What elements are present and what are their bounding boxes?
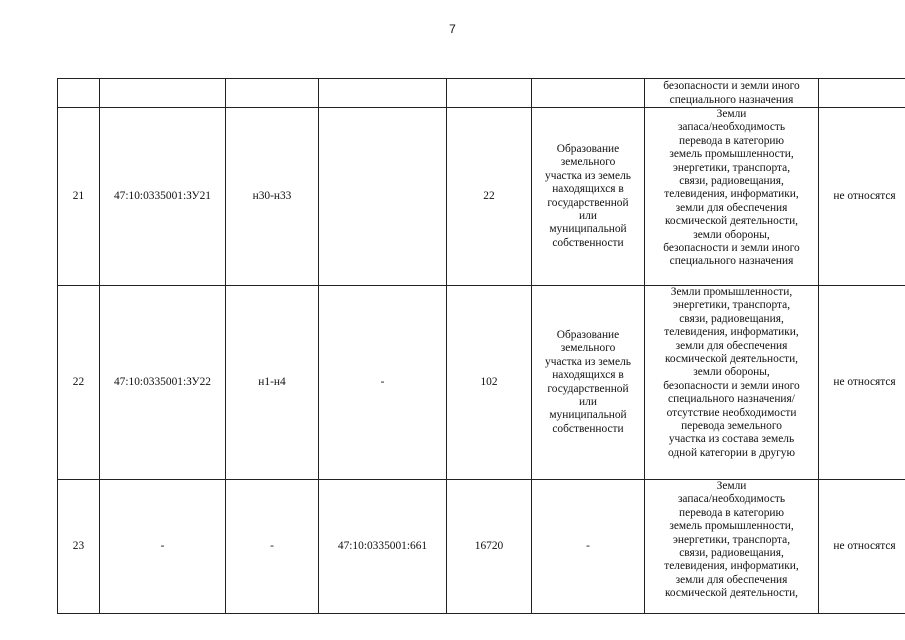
cell-formation-method: - xyxy=(532,480,645,614)
page-number: 7 xyxy=(449,22,456,36)
land-plots-table xyxy=(57,78,905,614)
cell-boundary-points: - xyxy=(226,480,319,614)
cell-number: 21 xyxy=(58,108,100,286)
table-row xyxy=(58,480,905,614)
cell-boundary-points: н1-н4 xyxy=(226,286,319,480)
cell-land-category: Земли промышленности, энергетики, транспорта, связи, радиовещания, телевидения, информатики, земли для обеспечения космической деятельности, земли обороны, безопасности и земли иного специального назначения/ отсутствие необходимости перевода земельного участка из состава земель одной категории в другую xyxy=(645,286,819,480)
cell-parent-plot: 47:10:0335001:661 xyxy=(319,480,447,614)
cell-area: 22 xyxy=(447,108,532,286)
table-row xyxy=(58,108,905,286)
cell-number: 23 xyxy=(58,480,100,614)
cell-number: 22 xyxy=(58,286,100,480)
cell-cadastral-number: - xyxy=(100,480,226,614)
cell-parent-plot xyxy=(319,108,447,286)
cell-land-category: Земли запаса/необходимость перевода в категорию земель промышленности, энергетики, транспорта, связи, радиовещания, телевидения, информатики, земли для обеспечения космической деятельности, земли обороны, безопасности и земли иного специального назначения xyxy=(645,108,819,286)
cell-relation: не относятся xyxy=(819,480,905,614)
cell-boundary-points: н30-н33 xyxy=(226,108,319,286)
cell-relation: не относятся xyxy=(819,108,905,286)
cell-cadastral-number: 47:10:0335001:ЗУ21 xyxy=(100,108,226,286)
cell-area: 102 xyxy=(447,286,532,480)
cell-boundary-points xyxy=(226,79,319,108)
cell-formation-method xyxy=(532,79,645,108)
cell-land-category: Земли запаса/необходимость перевода в категорию земель промышленности, энергетики, транспорта, связи, радиовещания, телевидения, информатики, земли для обеспечения космической деятельности, xyxy=(645,480,819,614)
cell-parent-plot: - xyxy=(319,286,447,480)
table-row xyxy=(58,286,905,480)
cell-parent-plot xyxy=(319,79,447,108)
cell-cadastral-number xyxy=(100,79,226,108)
cell-area xyxy=(447,79,532,108)
cell-number xyxy=(58,79,100,108)
cell-area: 16720 xyxy=(447,480,532,614)
table-row xyxy=(58,79,905,108)
cell-land-category: безопасности и земли иного специального назначения xyxy=(645,79,819,108)
cell-formation-method: Образование земельного участка из земель находящихся в государственной или муниципальной собственности xyxy=(532,108,645,286)
cell-relation: не относятся xyxy=(819,286,905,480)
cell-cadastral-number: 47:10:0335001:ЗУ22 xyxy=(100,286,226,480)
cell-relation xyxy=(819,79,905,108)
cell-formation-method: Образование земельного участка из земель находящихся в государственной или муниципальной собственности xyxy=(532,286,645,480)
